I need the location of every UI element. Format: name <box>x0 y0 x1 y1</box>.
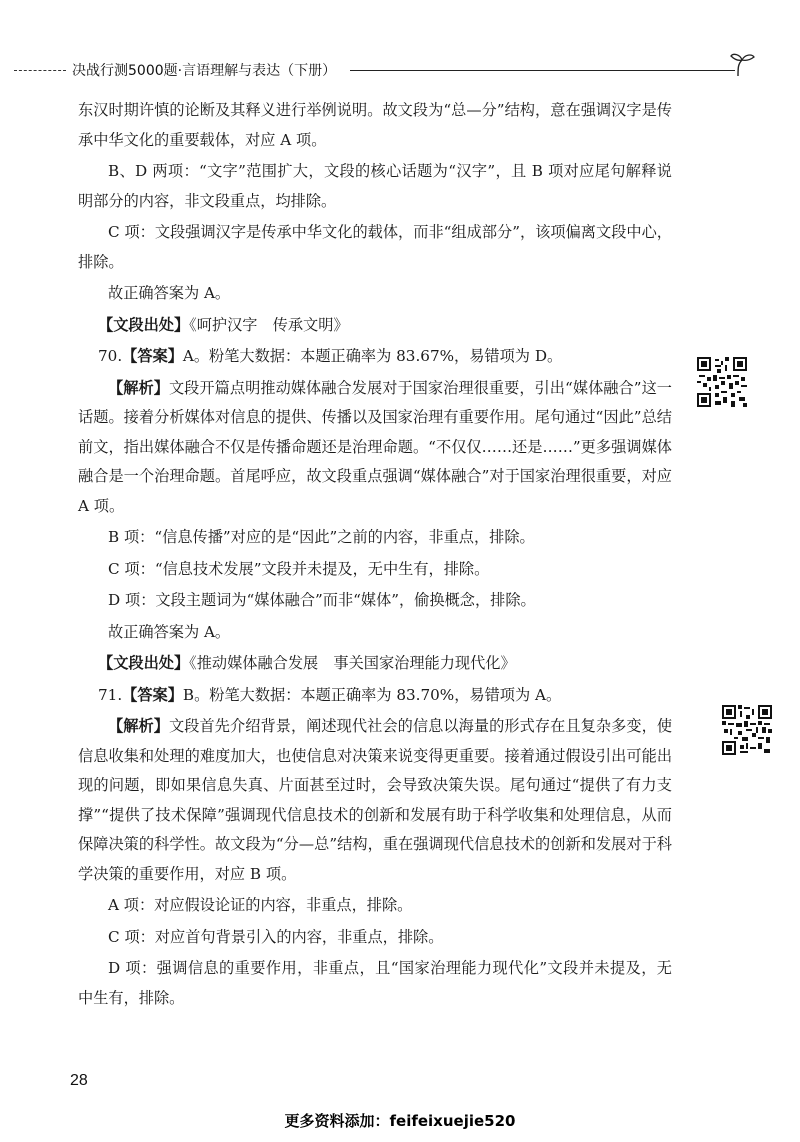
option-analysis: C 项：“信息技术发展”文段并未提及，无中生有，排除。 <box>108 559 490 578</box>
option-analysis: A 项：对应假设论证的内容，非重点，排除。 <box>108 896 413 914</box>
source-title: 《呵护汉字 传承文明》 <box>189 315 349 334</box>
answer-label: 【答案】 <box>122 347 183 365</box>
source-title: 《推动媒体融合发展 事关国家治理能力现代化》 <box>189 654 516 672</box>
analysis-text: 文段首先介绍背景，阐述现代社会的信息以海量的形式存在且复杂多变，使信息收集和处理的难度加大，也使信息对决策来说变得更重要。接着通过假设引出可能出现的问题，即如果信息失真、片面甚至过时，会导致决策失误。尾句通过“提供了有力支撑”“提供了技术保障”强调现代信息技术的创新和发展有助于科学收集和处理信息，从而保障决策的科学性。故文段为“分—总”结构，重在强调现代信息技术的创新和发展对于科学决策的重要作用，对应 B 项。 <box>78 717 673 883</box>
source-line <box>78 311 672 341</box>
source-label: 【文段出处】 <box>98 654 190 672</box>
sprout-icon <box>728 50 758 80</box>
footer-note: 更多资料添加：feifeixuejie520 <box>284 1112 516 1130</box>
answer-line <box>78 681 672 711</box>
running-header <box>0 50 800 90</box>
question-number: 71. <box>98 685 123 704</box>
header-title: 决战行测5000题·言语理解与表达（下册） <box>72 63 337 79</box>
analysis-text: 文段开篇点明推动媒体融合发展对于国家治理很重要，引出“媒体融合”这一话题。接着分析媒体对信息的提供、传播以及国家治理有重要作用。尾句通过“因此”总结前文，指出媒体融合不仅是传播命题还是治理命题。“不仅仅……还是……”更多强调媒体融合是一个治理命题。首尾呼应，故文段重点强调“媒体融合”对于国家治理很重要，对应 A 项。 <box>78 378 672 515</box>
option-analysis: B 项：“信息传播”对应的是“因此”之前的内容，非重点，排除。 <box>108 528 535 546</box>
page-number: 28 <box>70 1072 88 1089</box>
paragraph: 故正确答案为 A。 <box>108 622 231 641</box>
option-analysis: C 项：对应首句背景引入的内容，非重点，排除。 <box>108 927 444 946</box>
page-body <box>78 96 672 1015</box>
analysis-paragraph <box>78 712 672 889</box>
question-number: 70. <box>98 347 123 365</box>
option-analysis: D 项：文段主题词为“媒体融合”而非“媒体”，偷换概念，排除。 <box>108 591 536 609</box>
header-rule <box>350 70 735 71</box>
paragraph: C 项：文段强调汉字是传承中华文化的载体，而非“组成部分”，该项偏离文段中心，排除。 <box>78 223 672 271</box>
paragraph: 东汉时期许慎的论断及其释义进行举例说明。故文段为“总—分”结构，意在强调汉字是传承中华文化的重要载体，对应 A 项。 <box>78 101 672 149</box>
answer-text: A。粉笔大数据：本题正确率为 83.67%，易错项为 D。 <box>182 347 563 365</box>
qr-code-icon[interactable] <box>697 357 747 407</box>
analysis-label: 【解析】 <box>108 717 169 735</box>
analysis-label: 【解析】 <box>108 378 169 397</box>
source-label: 【文段出处】 <box>98 315 190 334</box>
analysis-paragraph <box>78 374 672 522</box>
source-line <box>78 649 672 679</box>
qr-code-icon[interactable] <box>722 705 772 755</box>
answer-line <box>78 342 672 372</box>
answer-label: 【答案】 <box>122 685 183 704</box>
option-analysis: D 项：强调信息的重要作用，非重点，且“国家治理能力现代化”文段并未提及，无中生有，排除。 <box>78 959 672 1007</box>
paragraph: B、D 两项：“文字”范围扩大，文段的核心话题为“汉字”，且 B 项对应尾句解释说明部分的内容，非文段重点，均排除。 <box>78 162 672 210</box>
paragraph: 故正确答案为 A。 <box>108 284 231 302</box>
header-dashed-rule <box>14 70 66 71</box>
answer-text: B。粉笔大数据：本题正确率为 83.70%，易错项为 A。 <box>182 685 562 704</box>
